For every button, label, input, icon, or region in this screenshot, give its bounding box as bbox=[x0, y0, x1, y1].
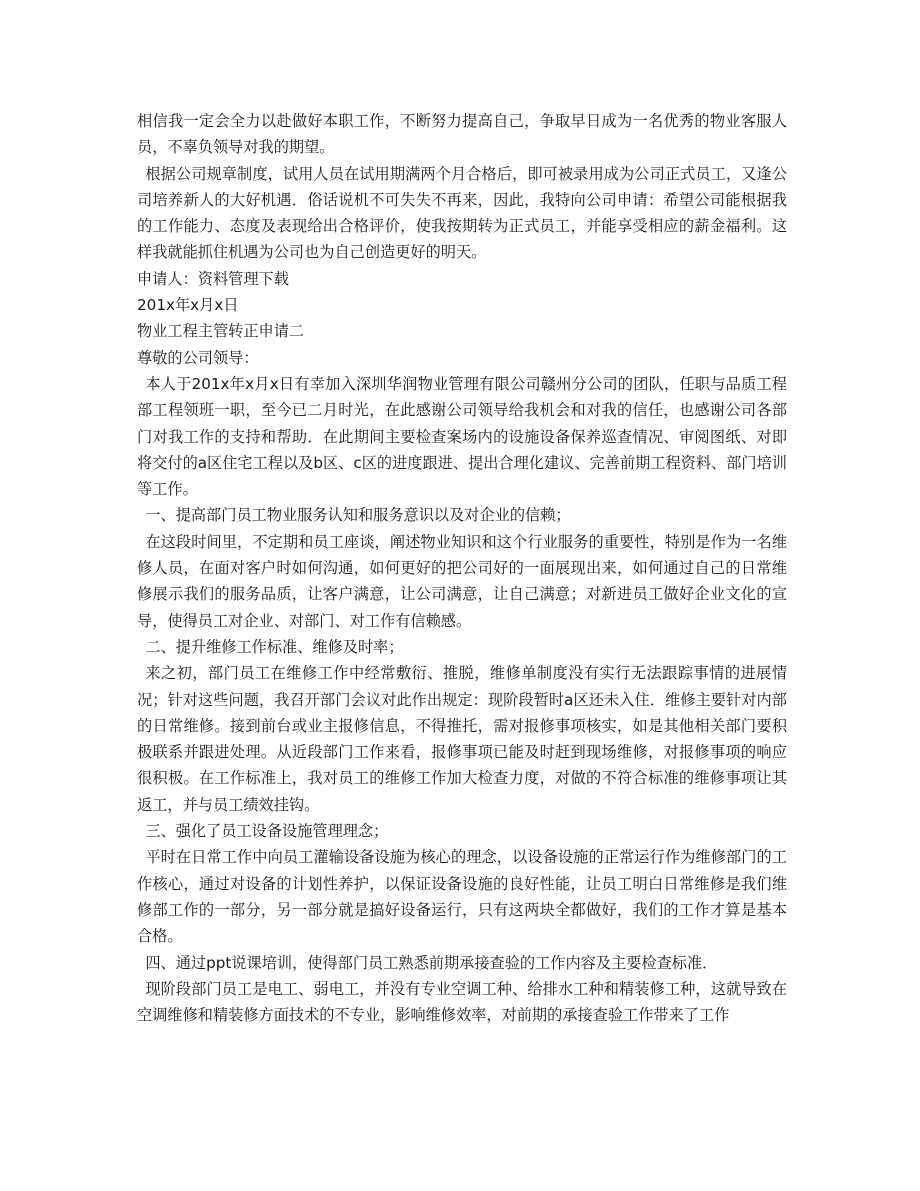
salutation: 尊敬的公司领导： bbox=[137, 348, 259, 367]
heading-point-two: 二、提升维修工作标准、维修及时率； bbox=[145, 637, 404, 656]
section-title: 物业工程主管转正申请二 bbox=[137, 322, 305, 341]
paragraph-point-two: 来之初，部门员工在维修工作中经常敷衍、推脱，维修单制度没有实行无法跟踪事情的进展情况；针对这些问题，我召开部门会议对此作出规定：现阶段暂时a区还未入住．维修主要针对内部的日常维修。接到前台或业主报修信息，不得推托，需对报修事项核实，如是其他相关部门要积极联系并跟进处理。从近段部门工作来看，报修事项已能及时赶到现场维修，对报修事项的响应很积极。在工作标准上，我对员工的维修工作加大检查力度，对做的不符合标准的维修事项让其返工，并与员工绩效挂钩。 bbox=[137, 664, 787, 814]
paragraph-probation-request: 根据公司规章制度，试用人员在试用期满两个月合格后，即可被录用成为公司正式员工，又逢公司培养新人的大好机遇．俗话说机不可失失不再来，因此，我特向公司申请：希望公司能根据我的工作能力、态度及表现给出合格评价，使我按期转为正式员工，并能享受相应的薪金福利。这样我就能抓住机遇为公司也为自己创造更好的明天。 bbox=[137, 164, 787, 262]
heading-point-four: 四、通过ppt说课培训，使得部门员工熟悉前期承接查验的工作内容及主要检查标准． bbox=[145, 953, 718, 972]
paragraph-closing-commitment: 相信我一定会全力以赴做好本职工作，不断努力提高自己，争取早日成为一名优秀的物业客服人员，不辜负领导对我的期望。 bbox=[137, 112, 787, 157]
applicant-line: 申请人：资料管理下载 bbox=[137, 269, 289, 288]
paragraph-point-three: 平时在日常工作中向员工灌输设备设施为核心的理念，以设备设施的正常运行作为维修部门的工作核心，通过对设备的计划性养护，以保证设备设施的良好性能，让员工明白日常维修是我们维修部工作的一部分，另一部分就是搞好设备运行，只有这两块全都做好，我们的工作才算是基本合格。 bbox=[137, 848, 787, 946]
heading-point-three: 三、强化了员工设备设施管理理念； bbox=[145, 822, 389, 841]
paragraph-introduction: 本人于201x年x月x日有幸加入深圳华润物业管理有限公司赣州分公司的团队，任职与品质工程部工程领班一职，至今已二月时光，在此感谢公司领导给我机会和对我的信任，也感谢公司各部门对我工作的支持和帮助．在此期间主要检查案场内的设施设备保养巡查情况、审阅图纸、对即将交付的a区住宅工程以及b区、c区的进度跟进、提出合理化建议、完善前期工程资料、部门培训等工作。 bbox=[137, 374, 787, 499]
document-page bbox=[137, 108, 787, 1028]
heading-point-one: 一、提高部门员工物业服务认知和服务意识以及对企业的信赖； bbox=[145, 506, 571, 525]
paragraph-point-four: 现阶段部门员工是电工、弱电工，并没有专业空调工种、给排水工种和精装修工种，这就导致在空调维修和精装修方面技术的不专业，影响维修效率，对前期的承接查验工作带来了工作 bbox=[137, 979, 787, 1025]
date-line: 201x年x月x日 bbox=[137, 296, 239, 315]
paragraph-point-one: 在这段时间里，不定期和员工座谈，阐述物业知识和这个行业服务的重要性，特别是作为一名维修人员，在面对客户时如何沟通，如何更好的把公司好的一面展现出来，如何通过自己的日常维修展示我们的服务品质，让客户满意，让公司满意，让自己满意；对新进员工做好企业文化的宣导，使得员工对企业、对部门、对工作有信赖感。 bbox=[137, 532, 787, 630]
